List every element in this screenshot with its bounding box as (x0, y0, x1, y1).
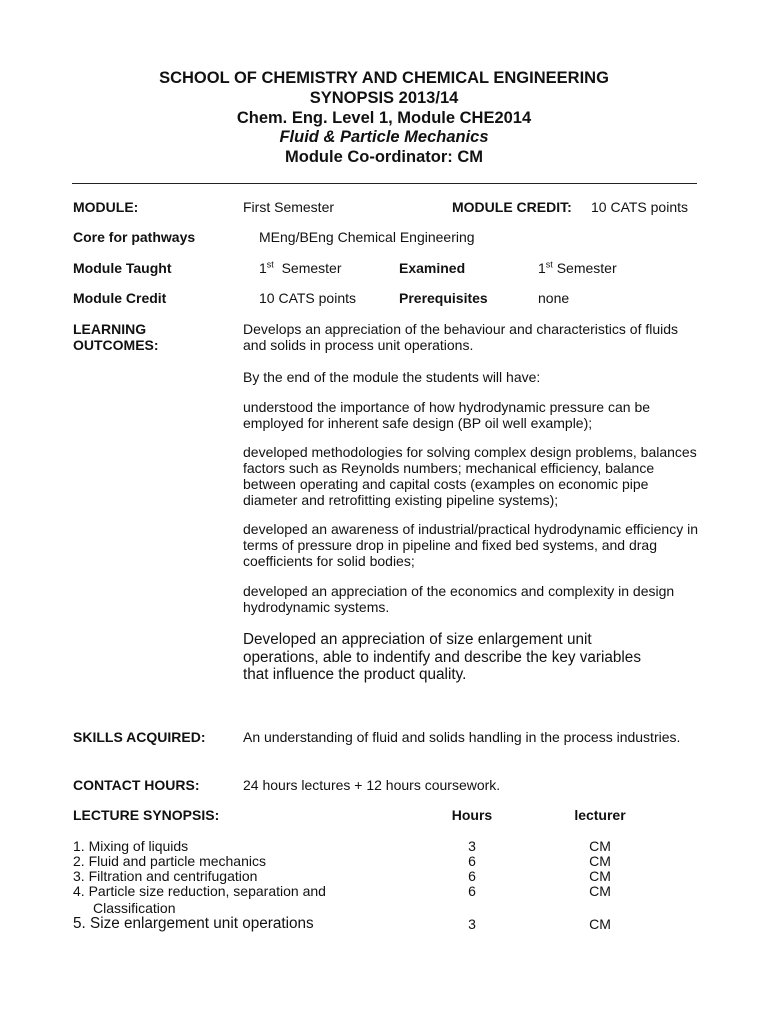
synopsis-lecturer: CM (589, 868, 611, 884)
synopsis-lecturer: CM (589, 916, 611, 932)
skills-label: SKILLS ACQUIRED: (73, 729, 206, 745)
synopsis-topic: 4. Particle size reduction, separation and (73, 883, 326, 899)
learning-paragraph: developed methodologies for solving complex design problems, balances factors such as Reynolds numbers; mechanical efficiency, balance between operating and capital costs (examples on economic pipe diameter and retrofitting existing pipeline systems); (243, 444, 697, 508)
prerequisites-label: Prerequisites (399, 290, 488, 306)
synopsis-topic: 2. Fluid and particle mechanics (73, 853, 266, 869)
synopsis-hours: 3 (468, 838, 476, 854)
learning-label-line1: LEARNING (73, 321, 147, 337)
module-credit-row-value: 10 CATS points (259, 290, 357, 306)
learning-paragraph: understood the importance of how hydrodynamic pressure can be employed for inherent safe design (BP oil well example); (243, 399, 651, 431)
core-pathways-value: MEng/BEng Chemical Engineering (259, 229, 475, 245)
module-taught-value: 1st Semester (259, 259, 342, 276)
module-label: MODULE: (73, 199, 139, 215)
synopsis-hours: 6 (468, 868, 476, 884)
skills-value: An understanding of fluid and solids handling in the process industries. (243, 729, 681, 745)
core-pathways-label: Core for pathways (73, 229, 196, 245)
examined-value: 1st Semester (538, 259, 617, 276)
module-value: First Semester (243, 199, 335, 215)
module-coordinator: Module Co-ordinator: CM (285, 148, 483, 166)
synopsis-lecturer: CM (589, 883, 611, 899)
module-title: Fluid & Particle Mechanics (279, 128, 489, 146)
contact-hours-value: 24 hours lectures + 12 hours coursework. (243, 777, 501, 793)
learning-paragraph: By the end of the module the students will have: (243, 369, 541, 385)
module-taught-label: Module Taught (73, 260, 172, 276)
learning-paragraph: developed an awareness of industrial/practical hydrodynamic efficiency in terms of pressure drop in pipeline and fixed bed systems, and drag coefficients for solid bodies; (243, 521, 698, 569)
module-code-line: Chem. Eng. Level 1, Module CHE2014 (236, 109, 532, 127)
synopsis-topic: 1. Mixing of liquids (73, 838, 189, 854)
synopsis-hours: 6 (468, 883, 476, 899)
learning-paragraph: Develops an appreciation of the behaviour and characteristics of fluids and solids in process unit operations. (243, 321, 679, 353)
synopsis-topic: 3. Filtration and centrifugation (73, 868, 258, 884)
synopsis-hours: 6 (468, 853, 476, 869)
synopsis-topic: 5. Size enlargement unit operations (73, 915, 314, 932)
examined-label: Examined (399, 260, 466, 276)
contact-hours-label: CONTACT HOURS: (73, 777, 200, 793)
module-credit-value: 10 CATS points (591, 199, 689, 215)
learning-paragraph: developed an appreciation of the economics and complexity in design hydrodynamic systems. (243, 583, 675, 615)
module-credit-label: MODULE CREDIT: (452, 199, 572, 215)
synopsis-year: SYNOPSIS 2013/14 (309, 89, 459, 107)
header-divider (72, 183, 697, 184)
synopsis-lecturer: CM (589, 853, 611, 869)
hours-header: Hours (451, 807, 493, 823)
synopsis-lecturer: CM (589, 838, 611, 854)
synopsis-hours: 3 (468, 916, 476, 932)
module-credit-row-label: Module Credit (73, 290, 167, 306)
prerequisites-value: none (538, 290, 570, 306)
school-title: SCHOOL OF CHEMISTRY AND CHEMICAL ENGINEERING (159, 69, 609, 87)
lecture-synopsis-label: LECTURE SYNOPSIS: (73, 807, 220, 823)
learning-paragraph: Developed an appreciation of size enlargement unit operations, able to indentify and describe the key variables that influence the product quality. (243, 631, 641, 683)
synopsis-topic-continuation: Classification (93, 900, 176, 916)
lecturer-header: lecturer (574, 807, 626, 823)
learning-label-line2: OUTCOMES: (73, 337, 159, 353)
